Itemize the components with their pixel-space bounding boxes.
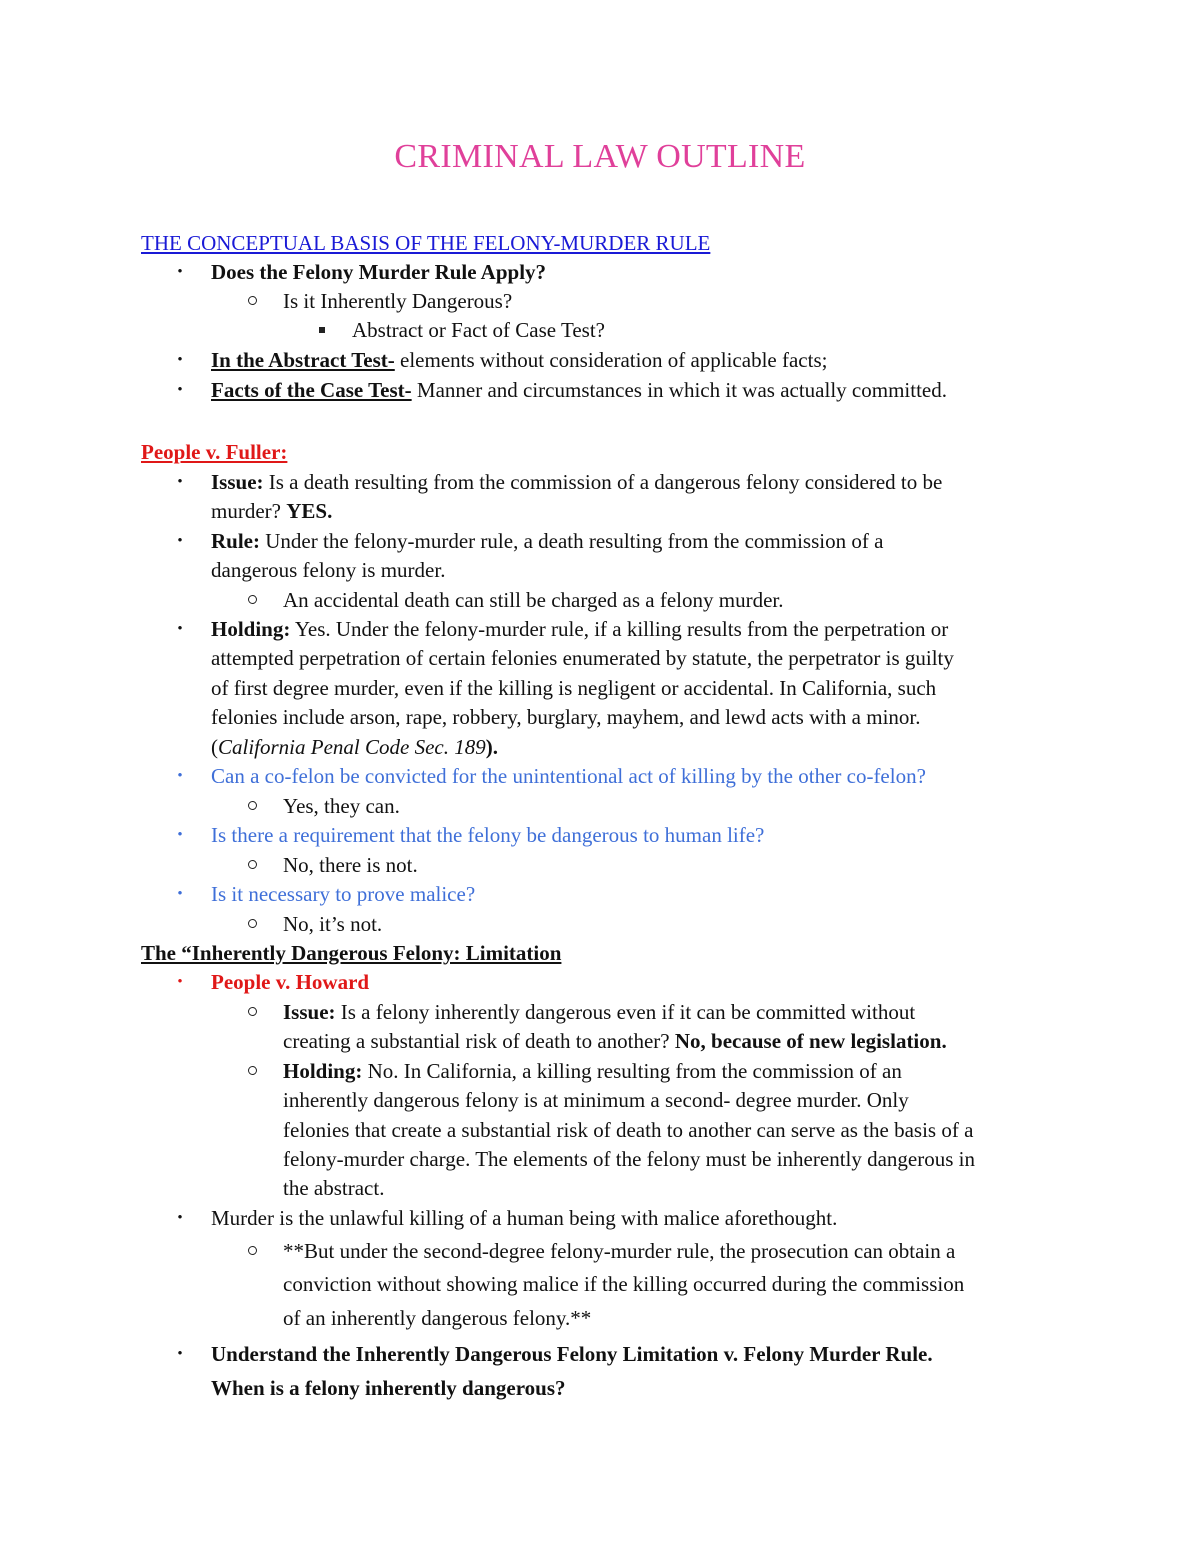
fuller-holding-line1 <box>211 615 948 644</box>
issue-text: murder? <box>211 499 287 523</box>
sub-question-inherently-dangerous: Is it Inherently Dangerous? <box>283 289 513 313</box>
facts-test-label: Facts of the Case Test- <box>211 378 412 402</box>
fuller-rule-sub: An accidental death can still be charged as a felony murder. <box>283 588 784 612</box>
holding-label: Holding: <box>283 1059 363 1083</box>
circle-bullet-icon <box>248 595 257 604</box>
issue-label: Issue: <box>283 1000 336 1024</box>
circle-bullet-icon <box>248 296 257 305</box>
bullet-icon: • <box>177 352 183 368</box>
murder-sub-line3: of an inherently dangerous felony.** <box>283 1306 592 1330</box>
circle-bullet-icon <box>248 919 257 928</box>
bullet-icon: • <box>177 474 183 490</box>
bullet-icon: • <box>177 533 183 549</box>
fuller-rule-line1 <box>211 527 883 556</box>
issue-text: Is a felony inherently dangerous even if it can be committed without <box>335 1000 916 1024</box>
issue-text: creating a substantial risk of death to another? <box>283 1029 675 1053</box>
bullet-icon: • <box>177 264 183 280</box>
facts-test-item <box>211 376 947 405</box>
circle-bullet-icon <box>248 1066 257 1075</box>
holding-text: No. In California, a killing resulting from the commission of an <box>362 1059 902 1083</box>
circle-bullet-icon <box>248 801 257 810</box>
answer-dangerous-requirement: No, there is not. <box>283 853 418 877</box>
fuller-issue-line2 <box>211 497 332 526</box>
paren: ). <box>485 735 498 759</box>
facts-test-text: Manner and circumstances in which it was actually committed. <box>411 378 947 402</box>
fuller-holding-line5 <box>211 733 498 762</box>
holding-text: Yes. Under the felony-murder rule, if a killing results from the perpetration or <box>290 617 949 641</box>
square-bullet-icon <box>319 327 325 333</box>
bullet-icon: • <box>177 1210 183 1226</box>
document-title: CRIMINAL LAW OUTLINE <box>394 138 806 175</box>
understand-line1: Understand the Inherently Dangerous Felony Limitation v. Felony Murder Rule. <box>211 1342 933 1366</box>
howard-holding-line2: inherently dangerous felony is at minimum a second- degree murder. Only <box>283 1088 909 1112</box>
sub-sub-test-choice: Abstract or Fact of Case Test? <box>352 318 605 342</box>
howard-holding-line3: felonies that create a substantial risk of death to another can serve as the basis of a <box>283 1118 974 1142</box>
murder-sub-line2: conviction without showing malice if the killing occurred during the commission <box>283 1272 965 1296</box>
murder-sub-line1: **But under the second-degree felony-murder rule, the prosecution can obtain a <box>283 1239 956 1263</box>
case-heading-fuller: People v. Fuller: <box>141 440 288 464</box>
issue-label: Issue: <box>211 470 264 494</box>
abstract-test-label: In the Abstract Test- <box>211 348 395 372</box>
howard-holding-line4: felony-murder charge. The elements of the felony must be inherently dangerous in <box>283 1147 976 1171</box>
bullet-icon: • <box>177 827 183 843</box>
question-apply: Does the Felony Murder Rule Apply? <box>211 260 547 284</box>
bullet-icon: • <box>177 1346 183 1362</box>
abstract-test-item <box>211 346 827 375</box>
fuller-holding-line3: of first degree murder, even if the killing is negligent or accidental. In California, such <box>211 676 937 700</box>
howard-holding-line5: the abstract. <box>283 1176 385 1200</box>
question-malice: Is it necessary to prove malice? <box>211 882 476 906</box>
section-heading-inherently-dangerous: The “Inherently Dangerous Felony: Limitation <box>141 941 562 965</box>
fuller-holding-line4: felonies include arson, rape, robbery, burglary, mayhem, and lewd acts with a minor. <box>211 705 921 729</box>
answer-malice: No, it’s not. <box>283 912 383 936</box>
howard-issue-line2 <box>283 1027 947 1056</box>
issue-text: Is a death resulting from the commission of a dangerous felony considered to be <box>263 470 943 494</box>
circle-bullet-icon <box>248 1246 257 1255</box>
bullet-icon: • <box>177 974 183 990</box>
question-co-felon: Can a co-felon be convicted for the unintentional act of killing by the other co-felon? <box>211 764 926 788</box>
bullet-icon: • <box>177 886 183 902</box>
issue-answer: YES. <box>286 499 333 523</box>
paren: ( <box>211 735 218 759</box>
understand-line2: When is a felony inherently dangerous? <box>211 1376 566 1400</box>
answer-co-felon: Yes, they can. <box>283 794 400 818</box>
issue-answer: No, because of new legislation. <box>674 1029 947 1053</box>
rule-label: Rule: <box>211 529 260 553</box>
bullet-icon: • <box>177 382 183 398</box>
holding-label: Holding: <box>211 617 291 641</box>
bullet-icon: • <box>177 768 183 784</box>
howard-issue-line1 <box>283 998 915 1027</box>
bullet-icon: • <box>177 621 183 637</box>
rule-text: Under the felony-murder rule, a death resulting from the commission of a <box>260 529 884 553</box>
fuller-holding-line2: attempted perpetration of certain felonies enumerated by statute, the perpetrator is guilty <box>211 646 954 670</box>
question-dangerous-requirement: Is there a requirement that the felony be dangerous to human life? <box>211 823 765 847</box>
fuller-issue-line1 <box>211 468 942 497</box>
circle-bullet-icon <box>248 860 257 869</box>
statute-citation: California Penal Code Sec. 189 <box>218 735 486 759</box>
murder-definition: Murder is the unlawful killing of a human being with malice aforethought. <box>211 1206 838 1230</box>
case-heading-howard: People v. Howard <box>211 970 370 994</box>
section-heading-felony-murder-rule[interactable]: THE CONCEPTUAL BASIS OF THE FELONY-MURDER RULE <box>141 231 711 255</box>
abstract-test-text: elements without consideration of applicable facts; <box>394 348 828 372</box>
fuller-rule-line2: dangerous felony is murder. <box>211 558 446 582</box>
circle-bullet-icon <box>248 1007 257 1016</box>
howard-holding-line1 <box>283 1057 902 1086</box>
